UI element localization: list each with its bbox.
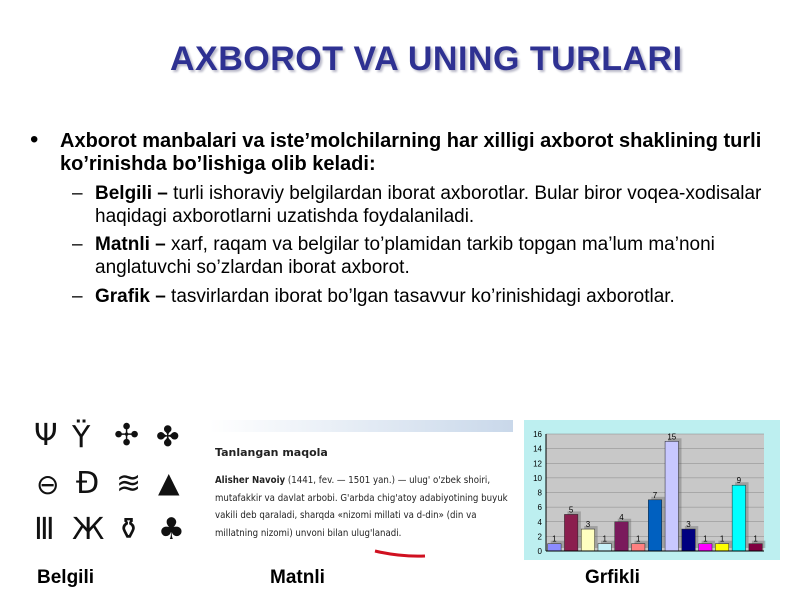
bullet-marker: •: [30, 126, 39, 153]
pictogram-icon: ♣: [158, 512, 185, 547]
matnli-image: [210, 420, 513, 560]
data-label: 9: [736, 476, 742, 486]
bar: [682, 529, 695, 551]
data-label: 1: [602, 534, 607, 544]
grafik-chart-image: [524, 420, 780, 560]
data-label: 1: [552, 534, 557, 544]
article-name: Alisher Navoiy: [215, 475, 286, 486]
y-tick-label: 2: [537, 532, 542, 542]
data-label: 1: [719, 534, 725, 544]
red-stroke: [370, 548, 430, 560]
y-tick-label: 8: [537, 488, 542, 498]
pictogram-icon: ✣: [114, 418, 140, 453]
item-belgili: [95, 182, 785, 228]
data-label: 7: [652, 490, 658, 500]
y-tick-label: 10: [533, 473, 542, 483]
header-band: [210, 420, 513, 432]
bar-chart: [524, 420, 780, 560]
dash-marker: –: [72, 183, 83, 204]
data-label: 5: [568, 505, 574, 515]
bar: [699, 544, 712, 551]
pictogram-icon: Ϋ: [72, 420, 91, 455]
belgili-image: [30, 418, 200, 558]
bar: [564, 514, 577, 551]
data-label: 4: [619, 512, 624, 522]
data-label: 1: [636, 534, 641, 544]
bar: [615, 522, 628, 551]
y-tick-label: 0: [537, 547, 542, 556]
dash-marker: –: [72, 234, 83, 255]
bar: [648, 500, 661, 551]
data-label: 3: [686, 520, 691, 530]
article-text: [215, 472, 511, 542]
y-tick-label: 12: [533, 459, 542, 469]
article-body: (1441, fev. — 1501 yan.) — ulug' o'zbek shoiri, mutafakkir va davlat arbobi. G'arbda chig'atoy adabiyotining buyuk vakili deb qaraladi, sharqda «nizomi millati va d-din» (din va millatning nizomi) unvoni bilan ulug'lanadi.: [215, 475, 508, 539]
item-grafik: [95, 285, 785, 308]
pictogram-icon: Ⅲ: [34, 512, 55, 547]
pictogram-icon: ⚱: [116, 512, 142, 547]
bar: [749, 544, 762, 551]
pictogram-icon: Ð: [76, 466, 100, 501]
bar: [548, 544, 561, 551]
item-text: xarf, raqam va belgilar to’plamidan tarkib topgan ma’lum ma’noni anglatuvchi so’zlardan iborat axborot.: [95, 234, 715, 278]
article-heading: Tanlangan maqola: [215, 446, 328, 459]
bar: [715, 544, 728, 551]
item-text: turli ishoraviy belgilardan iborat axborotlar. Bular biror voqea-xodisalar haqidagi axborotlarni uzatishda foydalaniladi.: [95, 183, 762, 227]
item-text: tasvirlardan iborat bo’lgan tasavvur ko’rinishidagi axborotlar.: [165, 286, 675, 307]
y-tick-label: 16: [533, 430, 542, 439]
caption-belgili: Belgili: [37, 567, 95, 588]
slide-title: AXBOROT VA UNING TURLARI: [170, 40, 683, 78]
bar: [665, 441, 678, 551]
data-label: 1: [703, 534, 708, 544]
item-term: Matnli –: [95, 234, 166, 255]
dash-marker: –: [72, 286, 83, 307]
main-bullet-text: Axborot manbalari va iste’molchilarning har xilligi axborot shaklining turli ko’rinishda bo’lishiga olib keladi:: [60, 130, 762, 175]
data-label: 15: [667, 432, 677, 442]
pictogram-icon: Ψ: [34, 418, 58, 453]
data-label: 1: [753, 534, 758, 544]
pictogram-icon: ⊖: [36, 468, 60, 501]
data-label: 3: [585, 520, 591, 530]
bar: [581, 529, 594, 551]
y-tick-label: 14: [533, 444, 542, 454]
bar: [732, 485, 745, 551]
y-tick-label: 4: [537, 517, 542, 527]
bar: [632, 544, 645, 551]
pictogram-icon: ▲: [158, 466, 180, 499]
pictogram-icon: ✤: [156, 420, 180, 453]
item-term: Belgili –: [95, 183, 168, 204]
caption-grafik: Grfikli: [585, 567, 640, 588]
item-matnli: [95, 233, 785, 279]
bar: [598, 544, 611, 551]
caption-matnli: Matnli: [270, 567, 325, 588]
item-term: Grafik –: [95, 286, 166, 307]
pictogram-icon: Ж: [72, 512, 105, 547]
pictogram-icon: ≋: [116, 466, 142, 501]
y-tick-label: 6: [537, 503, 542, 513]
